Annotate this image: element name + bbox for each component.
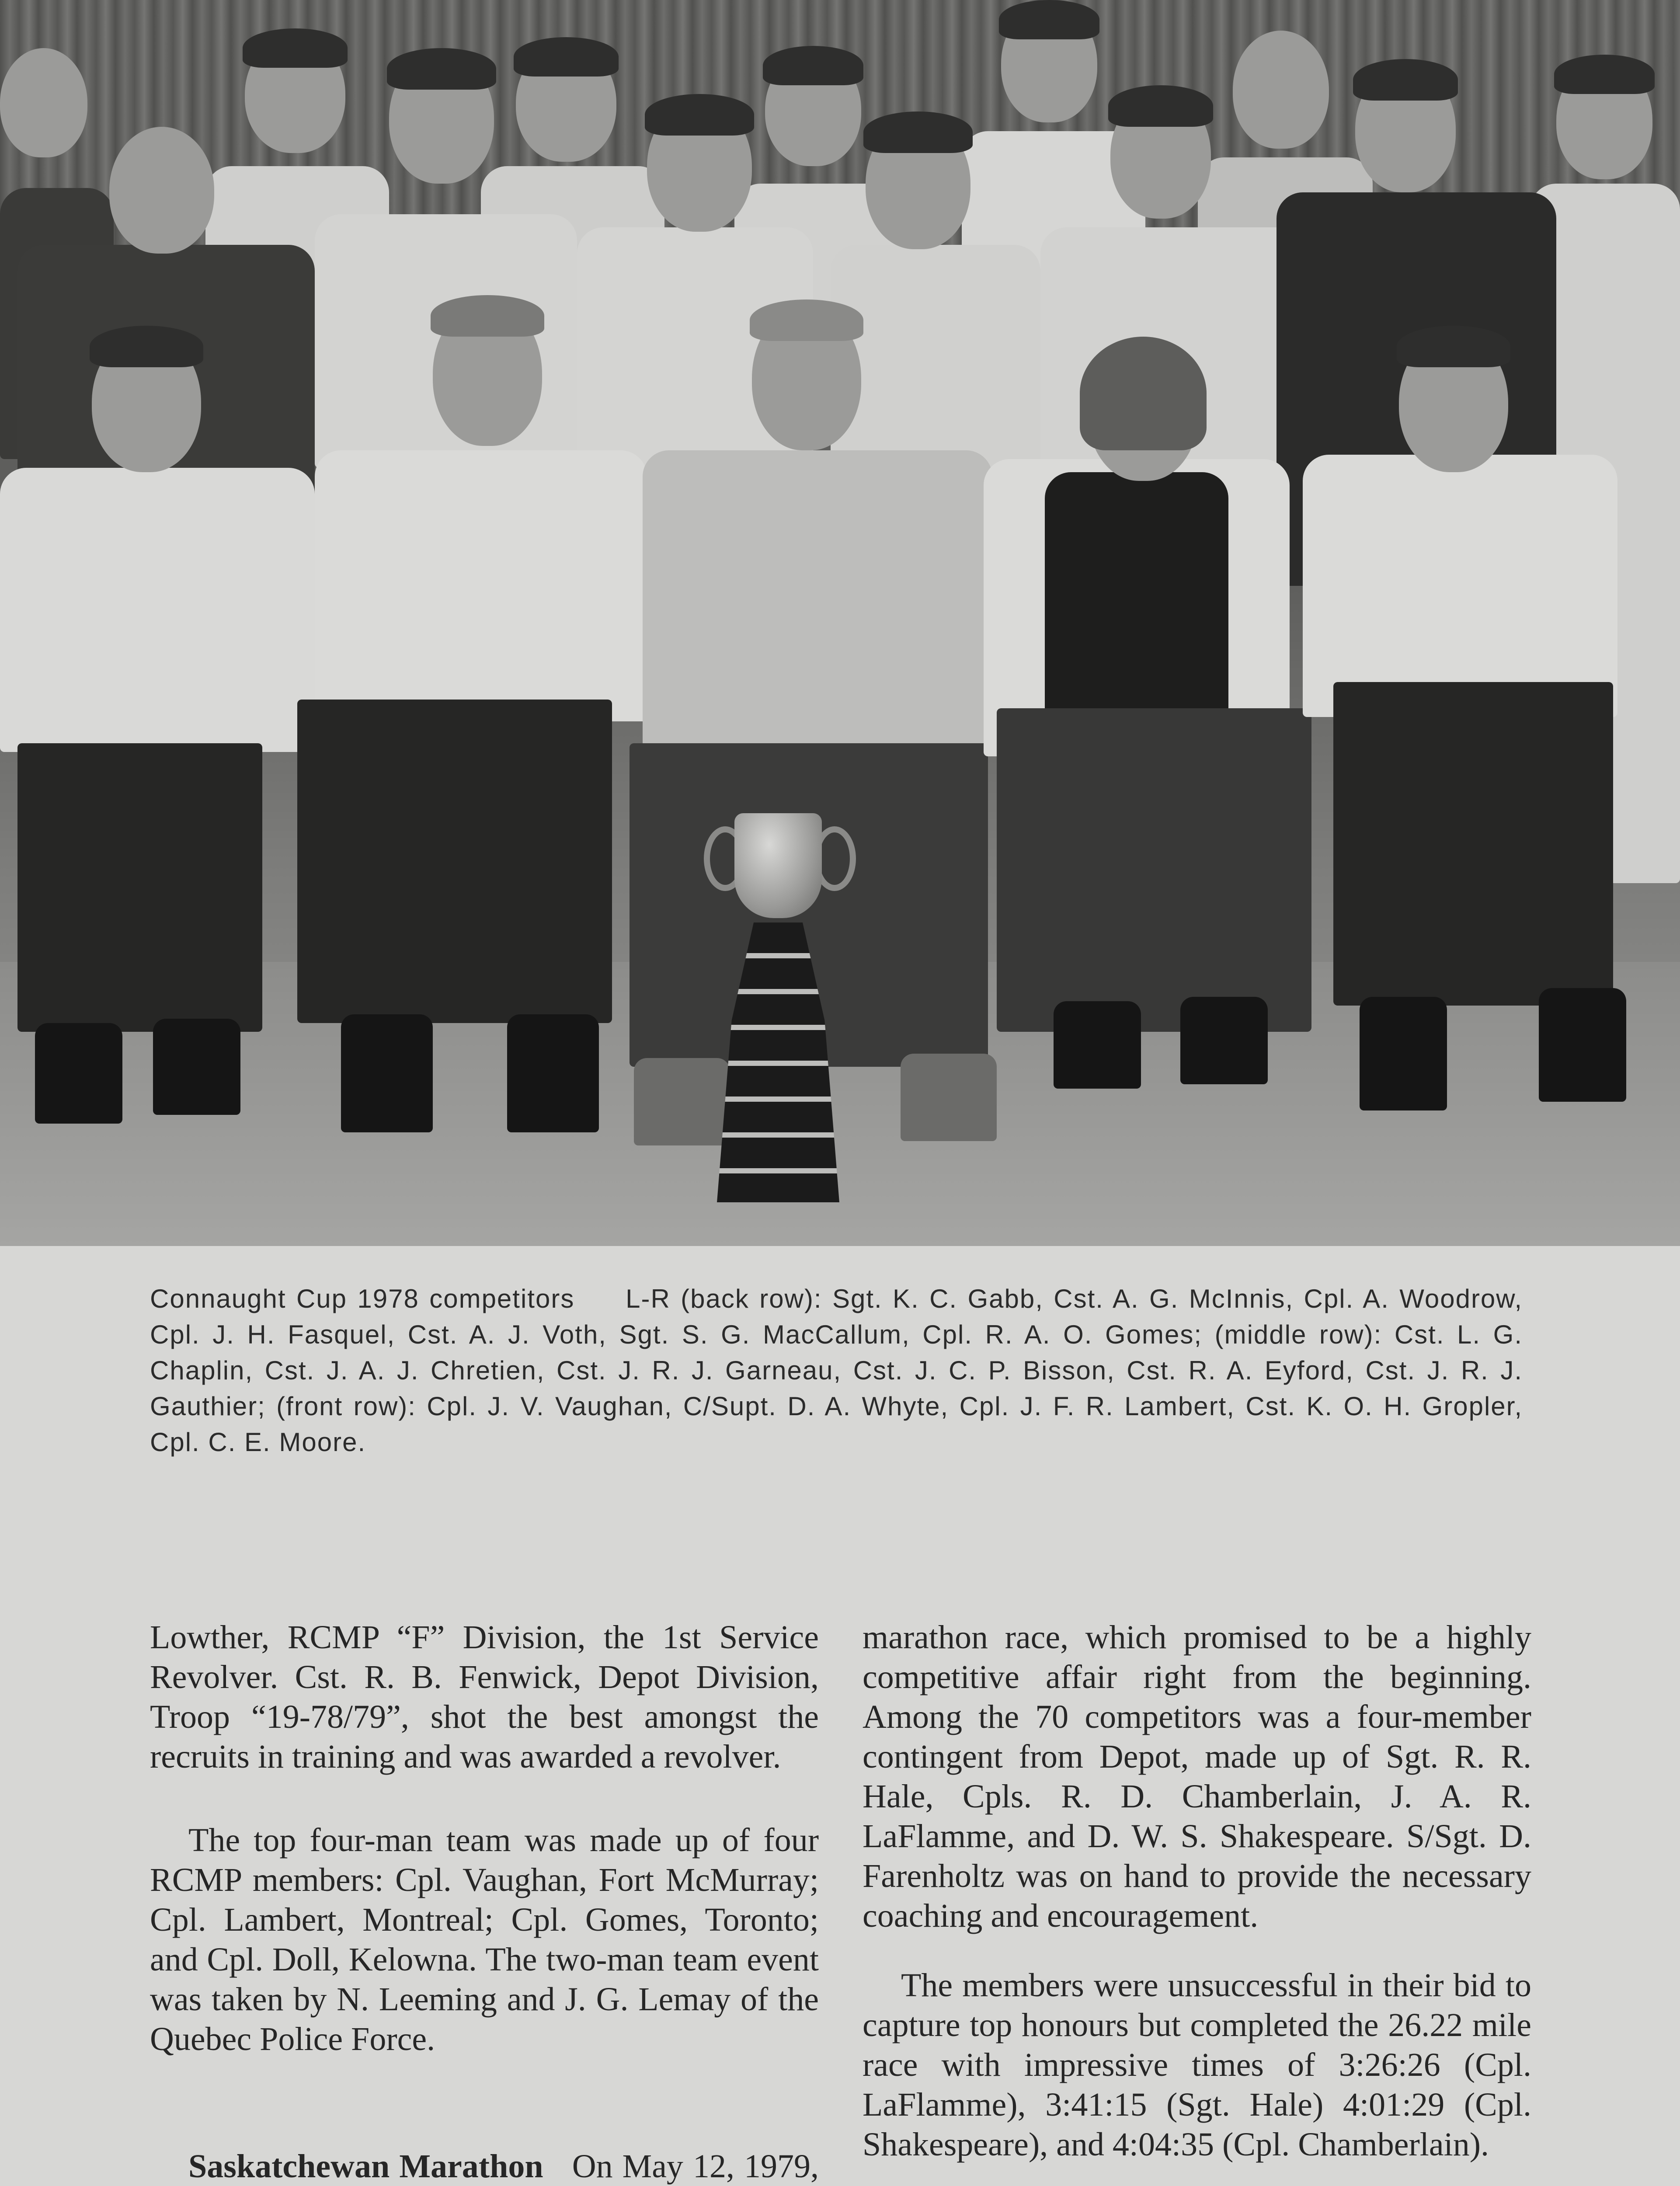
paragraph: The top four-man team was made up of four RCMP members: Cpl. Vaughan, Fort McMurray; Cpl. Lambert, Montreal; Cpl. Gomes, Toronto; and Cpl. Doll, Kelowna. The two-man team event was taken by N. Leeming and J. G. Lemay of the Quebec Police Force.: [150, 1822, 819, 2057]
paragraph: The members were unsuccessful in their bid to capture top honours but completed the 26.22 mile race with impressive times of 3:26:26 (Cpl. LaFlamme), 3:41:15 (Sgt. Hale) 4:01:29 (Cpl. Shakespeare), and 4:04:35 (Cpl. Chamberlain).: [863, 1967, 1531, 2163]
paragraph: [150, 2147, 819, 2186]
paragraph: marathon race, which promised to be a highly competitive affair right from the beginning. Among the 70 competitors was a four-member contingent from Depot, made up of Sgt. R. R. Hale, Cpls. R. D. Chamberlain, J. A. R. LaFlamme, and D. W. S. Shakespeare. S/Sgt. D. Farenholtz was on hand to provide the necessary coaching and encouragement.: [863, 1619, 1531, 1934]
right-column: [863, 1618, 1531, 2186]
photo-caption: [150, 1281, 1523, 1460]
trophy-cup: [708, 800, 848, 1202]
caption-title: Connaught Cup 1978 competitors: [150, 1284, 575, 1313]
left-column: [150, 1618, 819, 2186]
caption-text: L-R (back row): Sgt. K. C. Gabb, Cst. A. G. McInnis, Cpl. A. Woodrow, Cpl. J. H. Fasquel, Cst. A. J. Voth, Sgt. S. G. MacCallum, Cpl. R. A. O. Gomes; (middle row): Cst. L. G. Chaplin, Cst. J. A. J. Chretien, Cst. J. R. J. Garneau, Cst. J. C. P. Bisson, Cst. R. A. Eyford, Cst. J. R. J. Gauthier; (front row): Cpl. J. V. Vaughan, C/Supt. D. A. Whyte, Cpl. J. F. R. Lambert, Cst. K. O. H. Gropler, Cpl. C. E. Moore.: [150, 1284, 1523, 1457]
paragraph-text: On May 12, 1979,: [572, 2148, 819, 2185]
paragraph: Lowther, RCMP “F” Division, the 1st Service Revolver. Cst. R. B. Fenwick, Depot Division, Troop “19-78/79”, shot the best amongst the recruits in training and was awarded a revolver.: [150, 1619, 819, 1775]
section-heading: Saskatchewan Marathon: [188, 2148, 543, 2185]
